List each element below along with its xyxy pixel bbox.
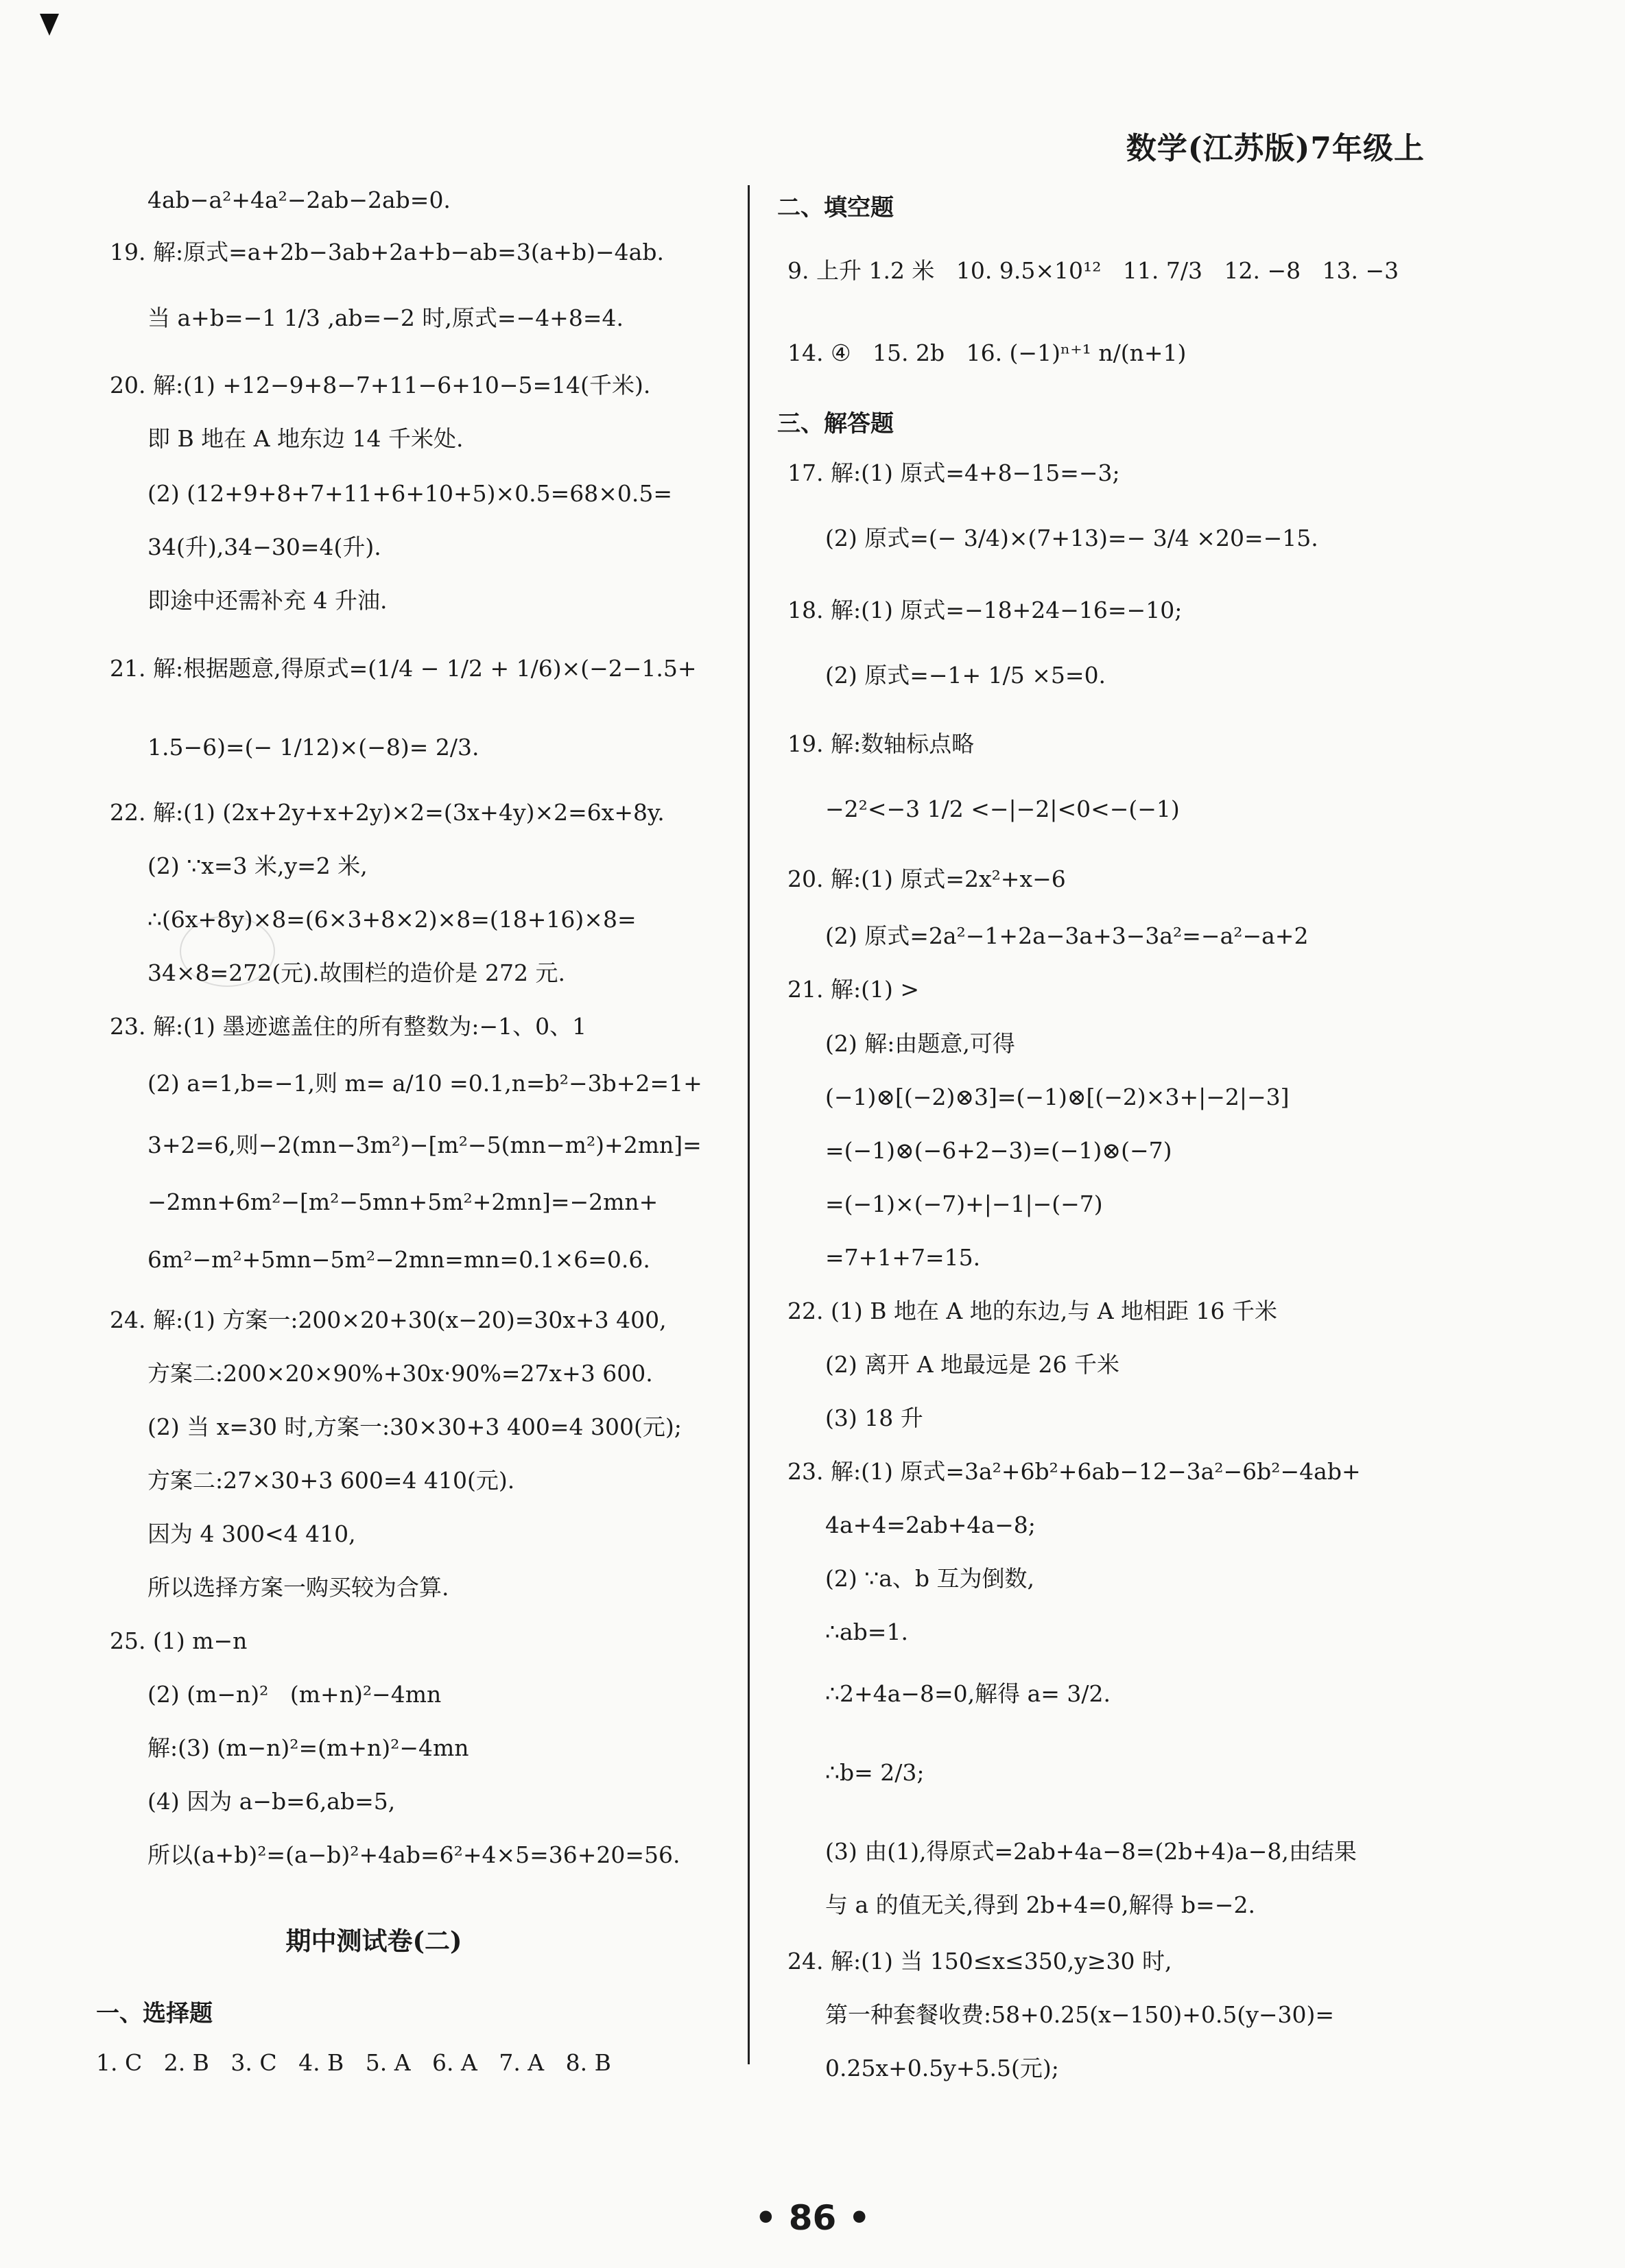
page-number: • 86 • <box>755 2198 870 2238</box>
answer-line: ∴b= 2/3; <box>825 1759 925 1786</box>
answer-line: 所以(a+b)²=(a−b)²+4ab=6²+4×5=36+20=56. <box>147 1841 680 1868</box>
answer-line: 21. 解:(1) > <box>787 976 919 1003</box>
answer-line: 34(升),34−30=4(升). <box>147 534 381 560</box>
answer-line: 19. 解:数轴标点略 <box>787 730 975 757</box>
answer-line: 20. 解:(1) 原式=2x²+x−6 <box>787 866 1066 892</box>
answer-line: (2) 原式=(− 3/4)×(7+13)=− 3/4 ×20=−15. <box>825 525 1318 551</box>
answer-line: (2) 原式=−1+ 1/5 ×5=0. <box>825 662 1106 689</box>
answer-line: 25. (1) m−n <box>110 1627 248 1654</box>
answer-line: 解:(3) (m−n)²=(m+n)²−4mn <box>147 1734 469 1761</box>
answer-line: ∴ab=1. <box>825 1619 908 1645</box>
answer-line: 因为 4 300<4 410, <box>147 1520 356 1547</box>
answer-line: 21. 解:根据题意,得原式=(1/4 − 1/2 + 1/6)×(−2−1.5+ <box>110 655 697 682</box>
answer-line: (4) 因为 a−b=6,ab=5, <box>147 1788 396 1815</box>
answer-line: (−1)⊗[(−2)⊗3]=(−1)⊗[(−2)×3+|−2|−3] <box>825 1084 1290 1110</box>
answer-line: 1.5−6)=(− 1/12)×(−8)= 2/3. <box>147 734 479 761</box>
answer-line: 即途中还需补充 4 升油. <box>147 587 388 614</box>
answer-line: 4ab−a²+4a²−2ab−2ab=0. <box>147 187 451 213</box>
section-title-fill: 二、填空题 <box>777 194 894 222</box>
answer-line: ∴2+4a−8=0,解得 a= 3/2. <box>825 1680 1111 1707</box>
answer-line: (2) 当 x=30 时,方案一:30×30+3 400=4 300(元); <box>147 1413 682 1440</box>
section-title-choice: 一、选择题 <box>96 2000 213 2027</box>
answer-line: 6m²−m²+5mn−5m²−2mn=mn=0.1×6=0.6. <box>147 1246 650 1273</box>
answer-line: 3+2=6,则−2(mn−3m²)−[m²−5(mn−m²)+2mn]= <box>147 1132 702 1158</box>
answer-line: 方案二:27×30+3 600=4 410(元). <box>147 1467 515 1494</box>
answer-line: 23. 解:(1) 原式=3a²+6b²+6ab−12−3a²−6b²−4ab+ <box>787 1458 1361 1485</box>
answer-line: 方案二:200×20×90%+30x·90%=27x+3 600. <box>147 1360 653 1387</box>
answer-line: −2²<−3 1/2 <−|−2|<0<−(−1) <box>825 796 1180 822</box>
answer-line: (2) 解:由题意,可得 <box>825 1030 1015 1057</box>
answer-line: (2) (m−n)² (m+n)²−4mn <box>147 1681 442 1708</box>
answer-line: 17. 解:(1) 原式=4+8−15=−3; <box>787 459 1120 486</box>
answer-line: (2) ∵x=3 米,y=2 米, <box>147 852 368 879</box>
answer-line: 当 a+b=−1 1/3 ,ab=−2 时,原式=−4+8=4. <box>147 305 624 331</box>
fill-answers-line2: 14. ④ 15. 2b 16. (−1)ⁿ⁺¹ n/(n+1) <box>787 339 1187 366</box>
answer-line: ∴(6x+8y)×8=(6×3+8×2)×8=(18+16)×8= <box>147 906 637 933</box>
answer-line: 19. 解:原式=a+2b−3ab+2a+b−ab=3(a+b)−4ab. <box>110 239 664 265</box>
answer-line: 20. 解:(1) +12−9+8−7+11−6+10−5=14(千米). <box>110 372 651 398</box>
answer-line: 第一种套餐收费:58+0.25(x−150)+0.5(y−30)= <box>825 2001 1335 2028</box>
answer-line: (2) ∵a、b 互为倒数, <box>825 1565 1035 1592</box>
answer-line: =7+1+7=15. <box>825 1244 981 1271</box>
answer-line: 22. 解:(1) (2x+2y+x+2y)×2=(3x+4y)×2=6x+8y. <box>110 799 665 826</box>
answer-line: 34×8=272(元).故围栏的造价是 272 元. <box>147 959 565 986</box>
answer-line: 0.25x+0.5y+5.5(元); <box>825 2055 1059 2081</box>
answer-line: (2) a=1,b=−1,则 m= a/10 =0.1,n=b²−3b+2=1+ <box>147 1070 702 1097</box>
answer-line: (2) 原式=2a²−1+2a−3a+3−3a²=−a²−a+2 <box>825 922 1309 949</box>
answer-line: −2mn+6m²−[m²−5mn+5m²+2mn]=−2mn+ <box>147 1189 659 1215</box>
corner-triangle-icon <box>40 14 59 36</box>
answer-line: 所以选择方案一购买较为合算. <box>147 1574 449 1601</box>
answer-line: 24. 解:(1) 方案一:200×20+30(x−20)=30x+3 400, <box>110 1306 667 1333</box>
answer-line: (3) 18 升 <box>825 1405 923 1431</box>
page-header-title: 数学(江苏版)7年级上 <box>1126 131 1425 166</box>
answer-line: (2) 离开 A 地最远是 26 千米 <box>825 1351 1120 1378</box>
answer-line: 22. (1) B 地在 A 地的东边,与 A 地相距 16 千米 <box>787 1298 1278 1324</box>
answer-line: 23. 解:(1) 墨迹遮盖住的所有整数为:−1、0、1 <box>110 1013 587 1040</box>
answer-line: =(−1)×(−7)+|−1|−(−7) <box>825 1191 1103 1217</box>
column-divider <box>748 185 750 2064</box>
answer-line: 24. 解:(1) 当 150≤x≤350,y≥30 时, <box>787 1948 1172 1974</box>
fill-answers-line1: 9. 上升 1.2 米 10. 9.5×10¹² 11. 7/3 12. −8 13. −3 <box>787 257 1399 284</box>
answer-line: (3) 由(1),得原式=2ab+4a−8=(2b+4)a−8,由结果 <box>825 1838 1357 1865</box>
answer-line: 18. 解:(1) 原式=−18+24−16=−10; <box>787 597 1183 623</box>
answer-line: (2) (12+9+8+7+11+6+10+5)×0.5=68×0.5= <box>147 480 673 507</box>
answer-line: 与 a 的值无关,得到 2b+4=0,解得 b=−2. <box>825 1891 1255 1918</box>
answer-line: 4a+4=2ab+4a−8; <box>825 1512 1036 1538</box>
exam-title: 期中测试卷(二) <box>285 1926 462 1956</box>
answer-line: 即 B 地在 A 地东边 14 千米处. <box>147 425 464 452</box>
choice-answers: 1. C 2. B 3. C 4. B 5. A 6. A 7. A 8. B <box>96 2049 611 2076</box>
answer-line: =(−1)⊗(−6+2−3)=(−1)⊗(−7) <box>825 1137 1172 1164</box>
section-title-solve: 三、解答题 <box>777 410 894 438</box>
